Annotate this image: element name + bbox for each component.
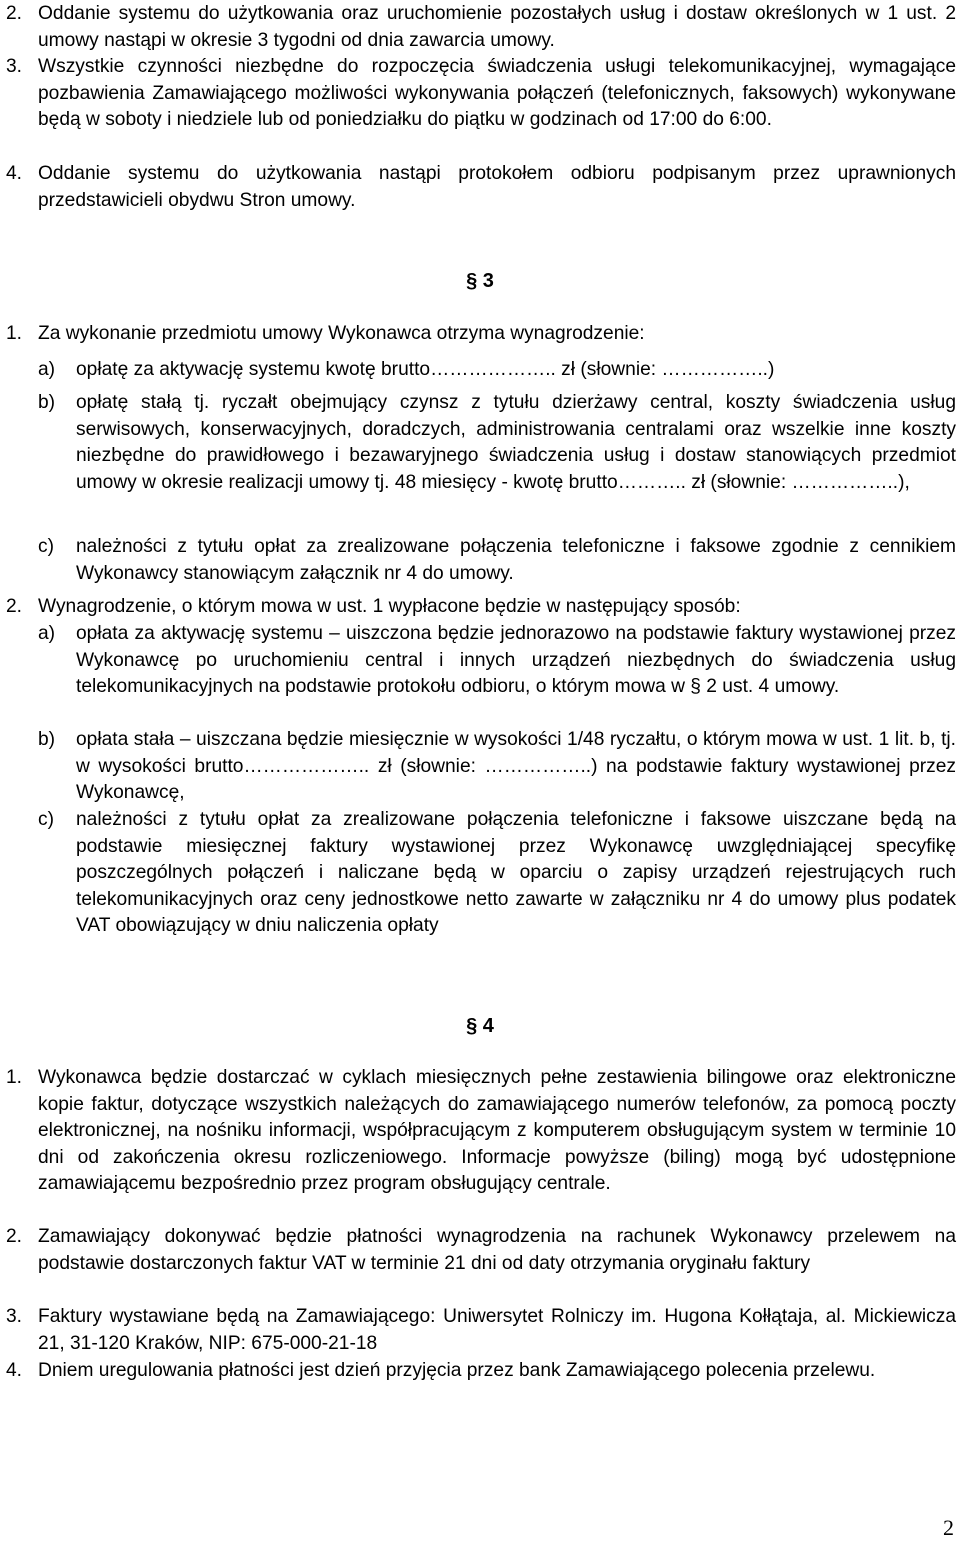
section-heading-4: § 4	[466, 1015, 494, 1037]
paragraph-number: 4.	[6, 1360, 23, 1381]
paragraph-4	[0, 161, 960, 214]
point-label: b)	[38, 729, 56, 750]
paragraph-number: 4.	[6, 163, 23, 184]
paragraph-2	[0, 1, 960, 54]
point-label: c)	[38, 809, 54, 830]
section3-paragraph-1	[0, 321, 960, 348]
paragraph-number: 3.	[6, 56, 23, 77]
paragraph-text: Wynagrodzenie, o którym mowa w ust. 1 wypłacone będzie w następujący sposób:	[38, 596, 741, 617]
page-number: 2	[943, 1515, 954, 1540]
paragraph-number: 2.	[6, 1226, 23, 1247]
section4-paragraph-1	[0, 1065, 960, 1198]
section4-paragraph-4	[0, 1358, 960, 1385]
point-label: c)	[38, 536, 54, 557]
paragraph-number: 2.	[6, 596, 23, 617]
point-label: a)	[38, 623, 56, 644]
point-text: opłatę stałą tj. ryczałt obejmujący czynsz z tytułu dzierżawy central, koszty świadczenia usług serwisowych, konserwacyjnych, doradczych, administrowania centralami oraz wszelkie inne koszty niezbędne do prawidłowego i bezawaryjnego świadczenia usług i dostaw stanowiących przedmiot umowy w okresie realizacji umowy tj. 48 miesięcy - kwotę brutto……….. zł (słownie: ……………..),	[76, 392, 956, 493]
paragraph-number: 3.	[6, 1306, 23, 1327]
section4-paragraph-2	[0, 1224, 960, 1277]
section3-point-1b	[0, 390, 960, 496]
section3-point-2b	[0, 727, 960, 807]
point-text: należności z tytułu opłat za zrealizowane połączenia telefoniczne i faksowe zgodnie z cennikiem Wykonawcy stanowiącym załącznik nr 4 do umowy.	[76, 536, 956, 584]
section3-point-2c	[0, 807, 960, 940]
section3-point-2a	[0, 621, 960, 701]
point-text: opłata za aktywację systemu – uiszczona będzie jednorazowo na podstawie faktury wystawionej przez Wykonawcę po uruchomieniu central i innych urządzeń niezbędnych do świadczenia usług telekomunikacyjnych na podstawie protokołu odbioru, o którym mowa w § 2 ust. 4 umowy.	[76, 623, 956, 698]
paragraph-3	[0, 54, 960, 134]
paragraph-text: Za wykonanie przedmiotu umowy Wykonawca otrzyma wynagrodzenie:	[38, 323, 645, 344]
point-label: a)	[38, 359, 56, 380]
paragraph-text: Oddanie systemu do użytkowania nastąpi protokołem odbioru podpisanym przez uprawnionych przedstawicieli obydwu Stron umowy.	[38, 163, 956, 211]
point-text: opłata stała – uiszczana będzie miesięcznie w wysokości 1/48 ryczałtu, o którym mowa w ust. 1 lit. b, tj. w wysokości brutto……………….. zł (słownie: ……………..) na podstawie faktury wystawionej przez Wykonawcę,	[76, 729, 956, 804]
paragraph-text: Dniem uregulowania płatności jest dzień przyjęcia przez bank Zamawiającego polecenia przelewu.	[38, 1360, 876, 1381]
paragraph-text: Wykonawca będzie dostarczać w cyklach miesięcznych pełne zestawienia bilingowe oraz elektroniczne kopie faktur, dotyczące wszystkich należących do zamawiającego numerów telefonów, za pomocą poczty elektronicznej, na nośniku informacji, współpracującym z komputerem obsługującym system w terminie 10 dni od zakończenia okresu rozliczeniowego. Informacje powyższe (biling) mogą być udostępnione zamawiającemu bezpośrednio przez program obsługujący centrale.	[38, 1067, 956, 1195]
point-text: należności z tytułu opłat za zrealizowane połączenia telefoniczne i faksowe uiszczane będą na podstawie miesięcznej faktury wystawionej przez Wykonawcę uwzględniającej specyfikę poszczególnych połączeń i naliczane będą w oparciu o zapisy urządzeń rejestrujących ruch telekomunikacyjnych oraz ceny jednostkowe netto zawarte w załączniku nr 4 do umowy plus podatek VAT obowiązujący w dniu naliczenia opłaty	[76, 809, 956, 937]
paragraph-number: 2.	[6, 3, 23, 24]
section-heading-3: § 3	[466, 270, 494, 292]
point-label: b)	[38, 392, 56, 413]
paragraph-text: Faktury wystawiane będą na Zamawiającego: Uniwersytet Rolniczy im. Hugona Kołłątaja, al. Mickiewicza 21, 31-120 Kraków, NIP: 675-000-21-18	[38, 1306, 956, 1354]
paragraph-text: Wszystkie czynności niezbędne do rozpoczęcia świadczenia usługi telekomunikacyjnej, wymagające pozbawienia Zamawiającego możliwości wykonywania połączeń (telefonicznych, faksowych) wykonywane będą w soboty i niedziele lub od poniedziałku do piątku w godzinach od 17:00 do 6:00.	[38, 56, 956, 131]
section4-paragraph-3	[0, 1304, 960, 1357]
point-text: opłatę za aktywację systemu kwotę brutto……………….. zł (słownie: ……………..)	[76, 359, 775, 380]
paragraph-text: Oddanie systemu do użytkowania oraz uruchomienie pozostałych usług i dostaw określonych w 1 ust. 2 umowy nastąpi w okresie 3 tygodni od dnia zawarcia umowy.	[38, 3, 956, 51]
section3-paragraph-2	[0, 594, 960, 621]
section3-point-1c	[0, 534, 960, 587]
paragraph-text: Zamawiający dokonywać będzie płatności wynagrodzenia na rachunek Wykonawcy przelewem na podstawie dostarczonych faktur VAT w terminie 21 dni od daty otrzymania oryginału faktury	[38, 1226, 956, 1274]
section3-point-1a	[0, 357, 960, 384]
paragraph-number: 1.	[6, 323, 23, 344]
paragraph-number: 1.	[6, 1067, 23, 1088]
